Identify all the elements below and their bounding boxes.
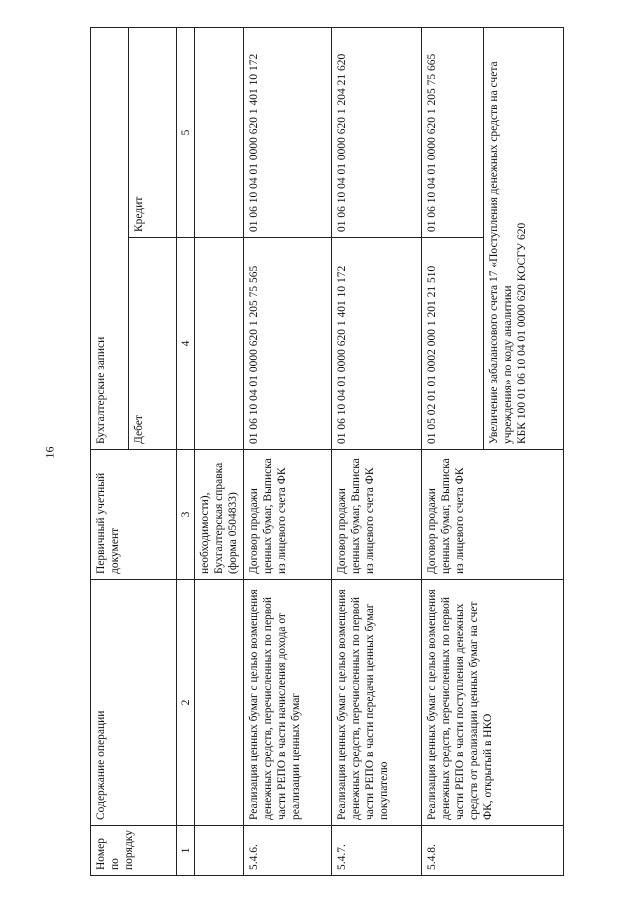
row-document: Договор продажи ценных бумаг, Выписка из лицевого счета ФК xyxy=(244,450,332,580)
row-credit xyxy=(195,28,244,238)
row-credit: 01 06 10 04 01 0000 620 1 204 21 620 xyxy=(332,28,422,238)
header-debit: Дебет xyxy=(129,238,177,450)
row-debit: 01 06 10 04 01 0000 620 1 401 10 172 xyxy=(332,238,422,450)
offbalance-note-kbk: КБК 100 01 06 10 04 01 0000 620 КОСГУ 620 xyxy=(516,222,528,444)
rotated-table-container xyxy=(90,28,550,876)
row-number: 5.4.6. xyxy=(244,826,332,876)
row-content: Реализация ценных бумаг с целью возмещения денежных средств, перечисленных по первой части РЕПО в части передачи ценных бумаг покупателю xyxy=(332,580,422,826)
header-entries: Бухгалтерские записи xyxy=(91,28,129,450)
table-row xyxy=(244,28,332,876)
header-number: Номер по порядку xyxy=(91,826,177,876)
header-document: Первичный учетный документ xyxy=(91,450,177,580)
accounting-table xyxy=(90,27,564,876)
row-document: Договор продажи ценных бумаг, Выписка из лицевого счета ФК xyxy=(332,450,422,580)
table-row xyxy=(422,28,484,876)
row-content: Реализация ценных бумаг с целью возмещения денежных средств, перечисленных по первой части РЕПО в части начисления дохода от реализации ценных бумаг xyxy=(244,580,332,826)
row-debit: 01 06 10 04 01 0000 620 1 205 75 565 xyxy=(244,238,332,450)
row-credit: 01 06 10 04 01 0000 620 1 401 10 172 xyxy=(244,28,332,238)
row-document: Договор продажи ценных бумаг, Выписка из лицевого счета ФК xyxy=(422,450,564,580)
table-row xyxy=(332,28,422,876)
header-content: Содержание операции xyxy=(91,580,177,826)
row-debit xyxy=(195,238,244,450)
column-number: 2 xyxy=(177,580,195,826)
row-content xyxy=(195,580,244,826)
column-number: 5 xyxy=(177,28,195,238)
column-number: 3 xyxy=(177,450,195,580)
row-credit: 01 06 10 04 01 0000 620 1 205 75 665 xyxy=(422,28,484,238)
row-number: 5.4.7. xyxy=(332,826,422,876)
header-credit: Кредит xyxy=(129,28,177,238)
row-document: необходимости), Бухгалтерская справка (форма 0504833) xyxy=(195,450,244,580)
column-number: 4 xyxy=(177,238,195,450)
row-content: Реализация ценных бумаг с целью возмещения денежных средств, перечисленных по первой части РЕПО в части поступления денежных средств от реализации ценных бумаг на счет ФК, открытый в НКО xyxy=(422,580,564,826)
offbalance-note-text: Увеличение забалансового счета 17 «Поступления денежных средств на счета учреждения» по коду аналитики xyxy=(488,61,514,444)
column-number: 1 xyxy=(177,826,195,876)
page-number: 16 xyxy=(42,446,57,459)
offbalance-note xyxy=(484,28,564,450)
row-number: 5.4.8. xyxy=(422,826,564,876)
table-row xyxy=(195,28,244,876)
row-number xyxy=(195,826,244,876)
column-numbers-row xyxy=(177,28,195,876)
row-debit: 01 05 02 01 01 0002 000 1 201 21 510 xyxy=(422,238,484,450)
